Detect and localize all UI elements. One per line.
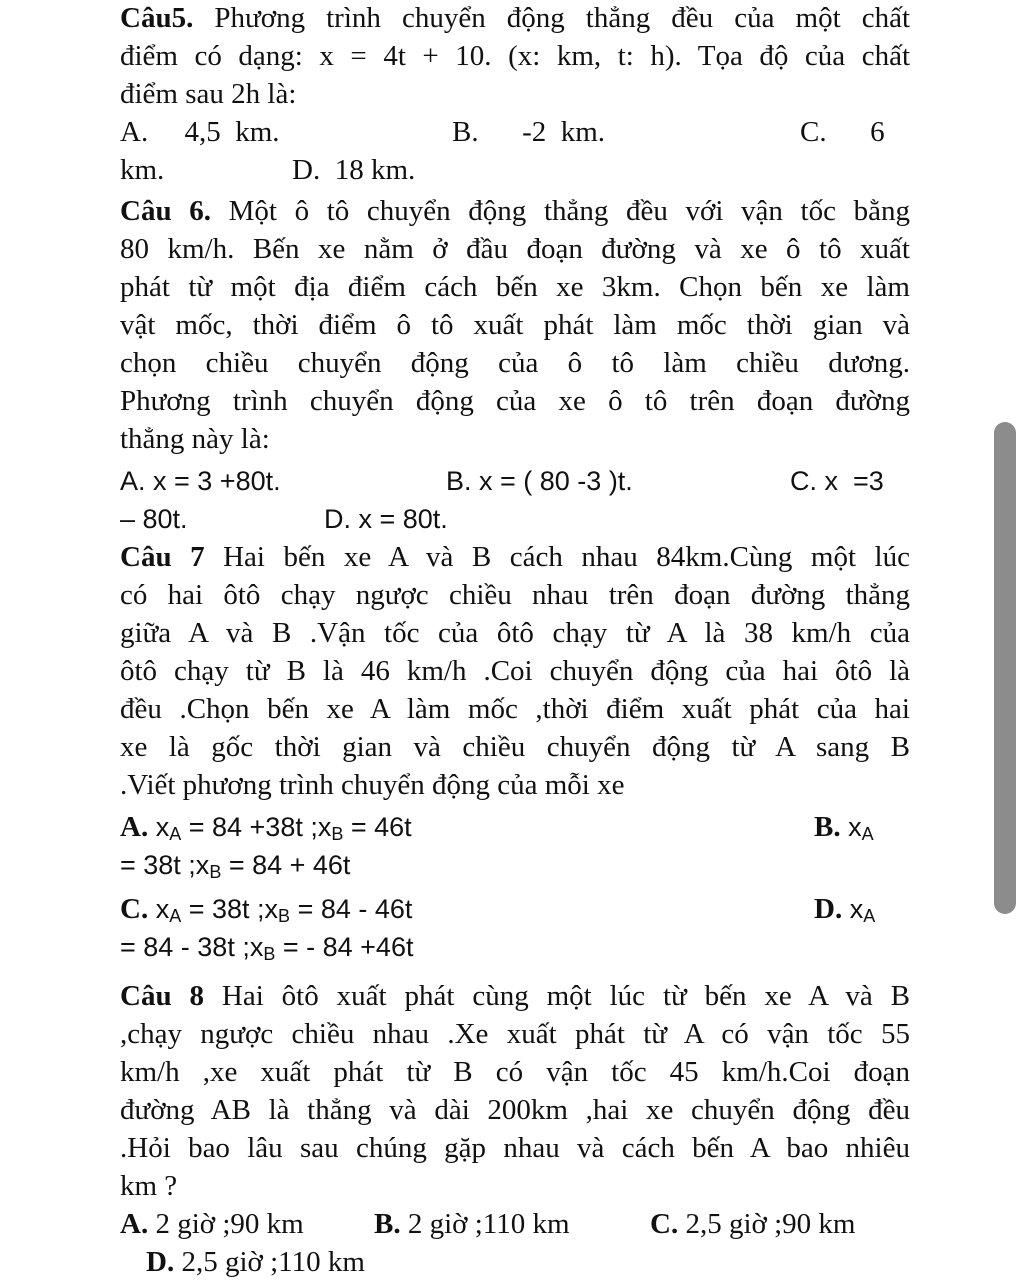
q7-c-sub-b: B [278,906,291,926]
q8-option-d [146,1244,365,1280]
q5-label: Câu5. [120,2,194,34]
q8-option-c-text: 2,5 giờ ;90 km [678,1208,856,1240]
q7-a-mid: = 84 +38t ;x [181,812,332,842]
q7-option-d-cont [120,929,910,965]
q6-option-d: D. x = 80t. [324,504,448,534]
q7-option-d [814,891,875,927]
q6-label: Câu 6. [120,195,211,227]
q8-option-a-label: A. [120,1208,149,1240]
q7-option-a [120,809,412,845]
q6-option-b: B. x = ( 80 -3 )t. [446,466,633,496]
q6-line-6: Phương trình chuyển động của xe ô tô trên đoạn đường [120,385,910,417]
q8-option-a [120,1206,304,1242]
q7-option-a-label: A. [120,811,149,843]
q5-option-b: B. -2 km. [452,116,606,148]
q7-line-2: có hai ôtô chạy ngược chiều nhau trên đoạn đường thẳng [120,579,910,611]
q8-option-c-label: C. [650,1208,679,1240]
q7-line-3: giữa A và B .Vận tốc của ôtô chạy từ A là 38 km/h của [120,617,910,649]
q7-option-d-label: D. [814,893,843,925]
q7-c-end: = 84 - 46t [290,894,413,924]
q7-c-sub-a: A [169,906,182,926]
q7-a-sub-a: A [169,824,182,844]
q7-b-cont-1: = 38t ;x [120,850,210,880]
q8-option-b [374,1206,570,1242]
q7-option-a-text [148,812,411,842]
q7-line-5: đều .Chọn bến xe A làm mốc ,thời điểm xuất phát của hai [120,693,910,725]
q7-b-sub-a: A [861,824,874,844]
scrollbar-thumb[interactable] [994,422,1016,914]
q7-option-b-label: B. [814,811,841,843]
q7-option-b [814,809,874,845]
q7-d-cont-1: = 84 - 38t ;x [120,932,264,962]
q7-d-sub-b: B [263,944,276,964]
q7-line-6: xe là gốc thời gian và chiều chuyển động từ A sang B [120,731,910,763]
q7-option-b-cont [120,847,910,883]
q6-line-1 [120,193,910,229]
q8-text-1: Hai ôtô xuất phát cùng một lúc từ bến xe A và B [203,980,910,1012]
q7-a-end: = 46t [343,812,412,842]
q7-b-sub-b: B [209,862,222,882]
q7-a-sub-b: B [331,824,344,844]
q6-line-2: 80 km/h. Bến xe nằm ở đầu đoạn đường và xe ô tô xuất [120,233,910,265]
q7-option-c [120,891,412,927]
q8-line-6: km ? [120,1170,178,1202]
q8-label: Câu 8 [120,980,204,1012]
q8-option-b-label: B. [374,1208,401,1240]
q8-option-a-text: 2 giờ ;90 km [148,1208,304,1240]
q7-c-mid: = 38t ;x [181,894,279,924]
q5-line-2: điểm có dạng: x = 4t + 10. (x: km, t: h). Tọa độ của chất [120,40,910,72]
q8-option-d-label: D. [146,1246,175,1278]
q8-option-d-text: 2,5 giờ ;110 km [174,1246,365,1278]
q7-option-c-text [148,894,412,924]
q7-option-d-text [842,894,875,924]
q7-label: Câu 7 [120,541,205,573]
q8-line-1 [120,978,910,1014]
q6-line-4: vật mốc, thời điểm ô tô xuất phát làm mốc thời gian và [120,309,910,341]
q8-option-b-text: 2 giờ ;110 km [400,1208,570,1240]
q6-line-7: thẳng này là: [120,423,270,455]
q7-line-1 [120,539,910,575]
q8-option-c [650,1206,855,1242]
q7-option-c-label: C. [120,893,149,925]
q7-option-b-text [841,812,874,842]
q7-text-1: Hai bến xe A và B cách nhau 84km.Cùng một lúc [204,541,910,573]
q5-text-1: Phương trình chuyển động thẳng đều của một chất [193,2,910,34]
q6-text-1: Một ô tô chuyển động thẳng đều với vận tốc bằng [210,195,910,227]
q8-line-3: km/h ,xe xuất phát từ B có vận tốc 45 km/h.Coi đoạn [120,1056,910,1088]
q5-line-3: điểm sau 2h là: [120,78,297,110]
q7-a-x: x [148,812,170,842]
q7-c-x: x [148,894,170,924]
q7-line-4: ôtô chạy từ B là 46 km/h .Coi chuyển động của hai ôtô là [120,655,910,687]
q5-option-c: C. 6 [800,116,885,148]
q7-b-cont-2: = 84 + 46t [221,850,351,880]
q6-line-5: chọn chiều chuyển động của ô tô làm chiều dương. [120,347,910,379]
q6-line-3: phát từ một địa điểm cách bến xe 3km. Chọn bến xe làm [120,271,910,303]
q7-line-7: .Viết phương trình chuyển động của mỗi xe [120,769,625,801]
q5-option-d: D. 18 km. [292,154,416,186]
q8-line-4: đường AB là thẳng và dài 200km ,hai xe chuyển động đều [120,1094,910,1126]
q7-d-x: x [842,894,864,924]
q6-option-c: C. x =3 [790,466,884,496]
q7-d-sub-a: A [863,906,876,926]
q7-d-cont-2: = - 84 +46t [275,932,414,962]
q7-b-x: x [840,812,862,842]
q6-option-c-cont: – 80t. [120,504,188,534]
q5-option-a: A. 4,5 km. [120,116,280,148]
q8-line-2: ,chạy ngược chiều nhau .Xe xuất phát từ A có vận tốc 55 [120,1018,910,1050]
q5-line-1 [120,0,910,36]
q5-option-c-cont: km. [120,154,165,186]
q6-option-a: A. x = 3 +80t. [120,466,281,496]
q8-line-5: .Hỏi bao lâu sau chúng gặp nhau và cách bến A bao nhiêu [120,1132,910,1164]
